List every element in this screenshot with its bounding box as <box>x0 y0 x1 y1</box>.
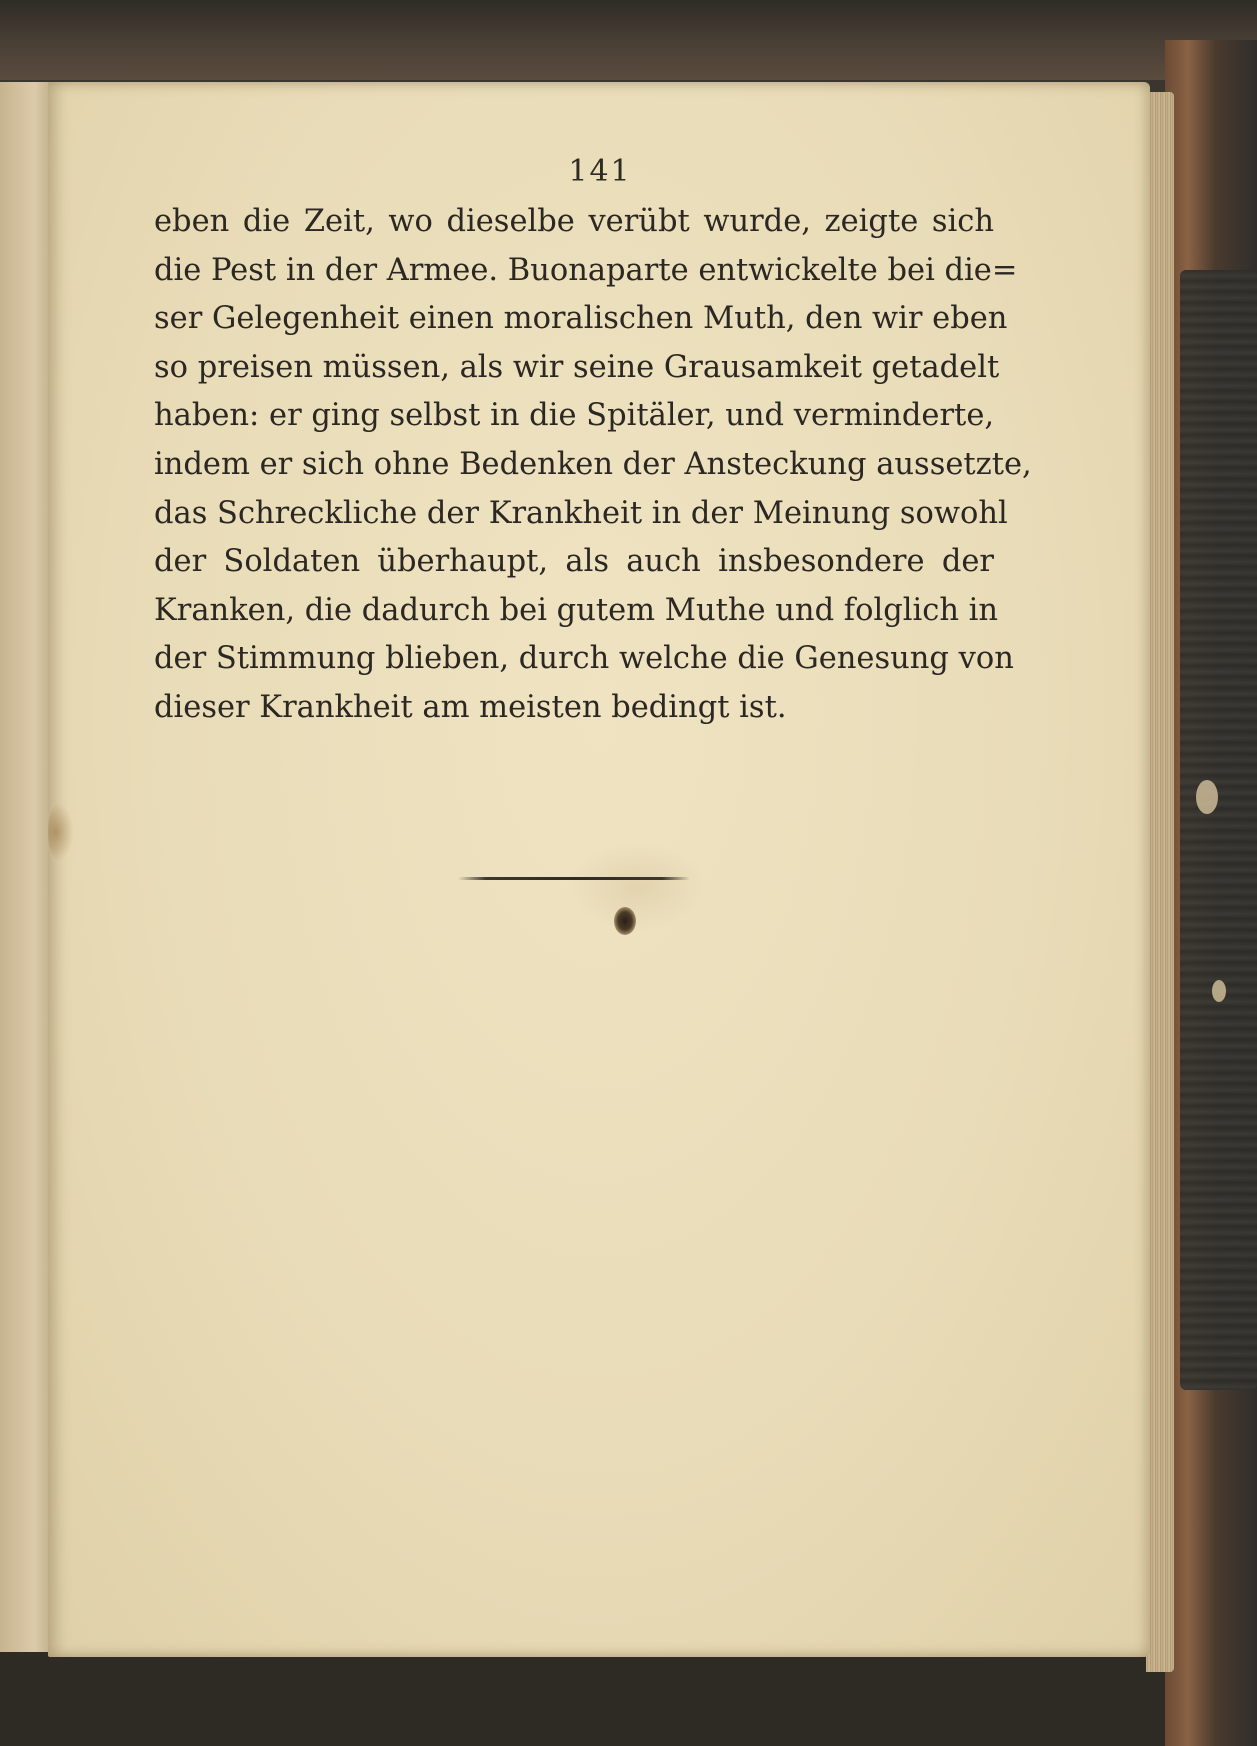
text-line: das Schreckliche der Krankheit in der Meinung sowohl <box>154 495 1008 531</box>
edge-stain <box>48 802 74 862</box>
text-line: so preisen müssen, als wir seine Grausamkeit getadelt <box>154 349 1000 385</box>
text-line: der Soldaten überhaupt, als auch insbesondere der <box>154 544 994 580</box>
body-text <box>154 198 1032 733</box>
page-number: 141 <box>568 154 632 189</box>
book-cover-top <box>0 0 1257 80</box>
spine-damage-spot <box>1196 780 1218 814</box>
page-edges <box>1146 92 1174 1672</box>
spine-damage-spot <box>1212 980 1226 1002</box>
spine-wear <box>1180 270 1257 1390</box>
text-line: indem er sich ohne Bedenken der Ansteckung aussetzte, <box>154 446 1032 482</box>
text-line: haben: er ging selbst in die Spitäler, und verminderte, <box>154 398 995 434</box>
text-line: eben die Zeit, wo dieselbe verübt wurde, zeigte sich <box>154 204 994 239</box>
foxing-stain <box>568 842 708 932</box>
text-line: die Pest in der Armee. Buonaparte entwickelte bei die= <box>154 252 1018 288</box>
text-line: Kranken, die dadurch bei gutem Muthe und folglich in <box>154 592 999 628</box>
section-divider-rule <box>458 877 690 880</box>
text-line: dieser Krankheit am meisten bedingt ist. <box>154 689 787 725</box>
text-line: ser Gelegenheit einen moralischen Muth, den wir eben <box>154 301 1008 337</box>
text-line: der Stimmung blieben, durch welche die Genesung von <box>154 641 1014 677</box>
burn-mark <box>614 907 636 935</box>
